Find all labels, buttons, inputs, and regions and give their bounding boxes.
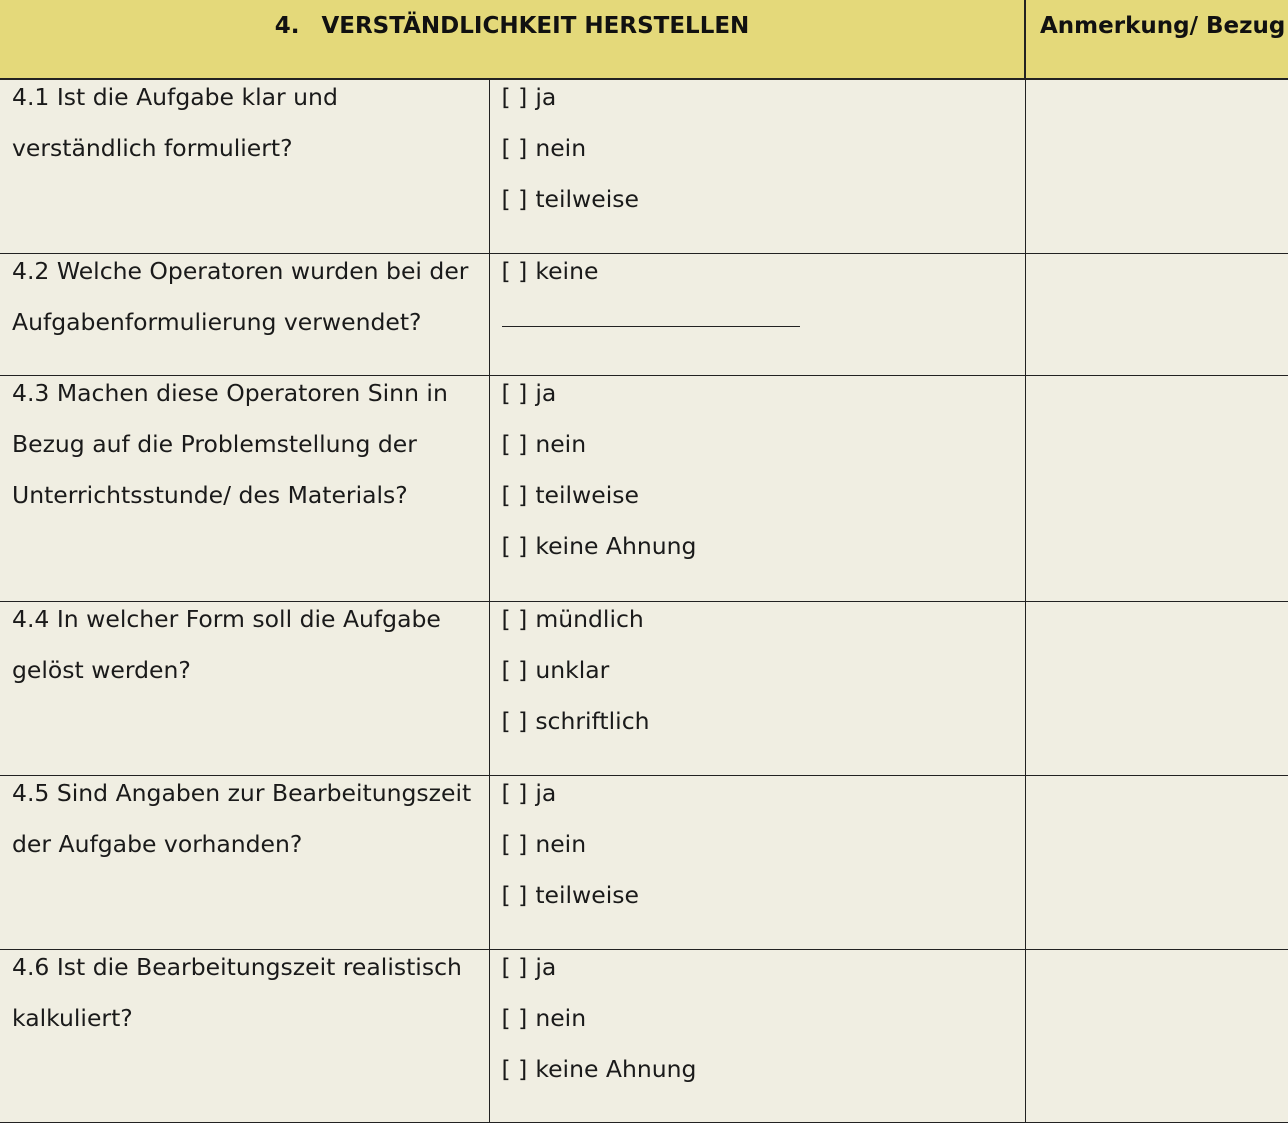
- option-label: nein: [535, 134, 587, 162]
- option-checkbox[interactable]: [502, 123, 1025, 174]
- question-cell: [0, 602, 489, 776]
- question-cell: [0, 776, 489, 950]
- option-checkbox[interactable]: [502, 942, 1025, 993]
- fill-in-line[interactable]: [502, 297, 800, 327]
- options-cell: [489, 79, 1025, 254]
- note-column-title: Anmerkung/ Bezug: [1040, 13, 1286, 39]
- options-cell: [489, 376, 1025, 602]
- note-cell[interactable]: [1025, 376, 1288, 602]
- option-label: nein: [535, 1004, 587, 1032]
- checkbox-glyph[interactable]: [ ]: [501, 83, 528, 111]
- checkbox-glyph[interactable]: [ ]: [501, 185, 528, 213]
- checkbox-glyph[interactable]: [ ]: [501, 1004, 528, 1032]
- option-checkbox[interactable]: [502, 768, 1025, 819]
- option-label: ja: [535, 83, 557, 111]
- checkbox-glyph[interactable]: [ ]: [501, 379, 528, 407]
- section-title: VERSTÄNDLICHKEIT HERSTELLEN: [321, 13, 750, 39]
- option-label: schriftlich: [535, 707, 650, 735]
- note-cell[interactable]: [1025, 950, 1288, 1123]
- option-label: nein: [535, 830, 587, 858]
- checkbox-glyph[interactable]: [ ]: [501, 257, 528, 285]
- checkbox-glyph[interactable]: [ ]: [501, 656, 528, 684]
- question-text: 4.1 Ist die Aufgabe klar und verständlich formuliert?: [12, 83, 338, 162]
- checkbox-glyph[interactable]: [ ]: [501, 430, 528, 458]
- question-text: 4.2 Welche Operatoren wurden bei der Aufgabenformulierung verwendet?: [12, 257, 469, 336]
- option-label: ja: [535, 953, 557, 981]
- table-row: [0, 776, 1288, 950]
- note-cell[interactable]: [1025, 79, 1288, 254]
- checkbox-glyph[interactable]: [ ]: [501, 707, 528, 735]
- options-cell: [489, 776, 1025, 950]
- option-checkbox[interactable]: [502, 645, 1025, 696]
- option-label: ja: [535, 379, 557, 407]
- option-label: teilweise: [535, 481, 639, 509]
- option-checkbox[interactable]: [502, 696, 1025, 747]
- option-label: nein: [535, 430, 587, 458]
- options-cell: [489, 254, 1025, 376]
- checkbox-glyph[interactable]: [ ]: [501, 481, 528, 509]
- question-text: 4.3 Machen diese Operatoren Sinn in Bezug auf die Problemstellung der Unterrichtsstunde/ des Materials?: [12, 379, 448, 509]
- checkbox-glyph[interactable]: [ ]: [501, 605, 528, 633]
- table-row: [0, 79, 1288, 254]
- options-cell: [489, 602, 1025, 776]
- option-label: unklar: [535, 656, 610, 684]
- option-checkbox[interactable]: [502, 419, 1025, 470]
- option-checkbox[interactable]: [502, 594, 1025, 645]
- question-text: 4.4 In welcher Form soll die Aufgabe gelöst werden?: [12, 605, 441, 684]
- table-row: [0, 254, 1288, 376]
- checkbox-glyph[interactable]: [ ]: [501, 1055, 528, 1083]
- checkbox-glyph[interactable]: [ ]: [501, 881, 528, 909]
- question-text: 4.5 Sind Angaben zur Bearbeitungszeit der Aufgabe vorhanden?: [12, 779, 472, 858]
- section-header: [0, 0, 1025, 79]
- checkbox-glyph[interactable]: [ ]: [501, 830, 528, 858]
- checkbox-glyph[interactable]: [ ]: [501, 953, 528, 981]
- option-checkbox[interactable]: [502, 174, 1025, 225]
- note-cell[interactable]: [1025, 776, 1288, 950]
- note-cell[interactable]: [1025, 602, 1288, 776]
- options-cell: [489, 950, 1025, 1123]
- checkbox-glyph[interactable]: [ ]: [501, 532, 528, 560]
- option-checkbox[interactable]: [502, 1044, 1025, 1095]
- option-checkbox[interactable]: [502, 521, 1025, 572]
- checkbox-glyph[interactable]: [ ]: [501, 134, 528, 162]
- note-column-header: [1025, 0, 1288, 79]
- option-label: teilweise: [535, 185, 639, 213]
- option-label: keine Ahnung: [535, 1055, 697, 1083]
- option-label: ja: [535, 779, 557, 807]
- question-text: 4.6 Ist die Bearbeitungszeit realistisch kalkuliert?: [12, 953, 462, 1032]
- option-checkbox[interactable]: [502, 246, 1025, 297]
- option-checkbox[interactable]: [502, 870, 1025, 921]
- option-checkbox[interactable]: [502, 470, 1025, 521]
- header-row: [0, 0, 1288, 79]
- option-checkbox[interactable]: [502, 72, 1025, 123]
- question-cell: [0, 950, 489, 1123]
- question-cell: [0, 376, 489, 602]
- option-checkbox[interactable]: [502, 993, 1025, 1044]
- table-row: [0, 376, 1288, 602]
- question-cell: [0, 79, 489, 254]
- option-checkbox[interactable]: [502, 819, 1025, 870]
- note-cell[interactable]: [1025, 254, 1288, 376]
- option-checkbox[interactable]: [502, 368, 1025, 419]
- checkbox-glyph[interactable]: [ ]: [501, 779, 528, 807]
- option-label: teilweise: [535, 881, 639, 909]
- section-number: 4.: [274, 13, 300, 39]
- option-label: mündlich: [535, 605, 644, 633]
- option-label: keine Ahnung: [535, 532, 697, 560]
- table-row: [0, 602, 1288, 776]
- option-label: keine: [535, 257, 599, 285]
- table-row: [0, 950, 1288, 1123]
- question-cell: [0, 254, 489, 376]
